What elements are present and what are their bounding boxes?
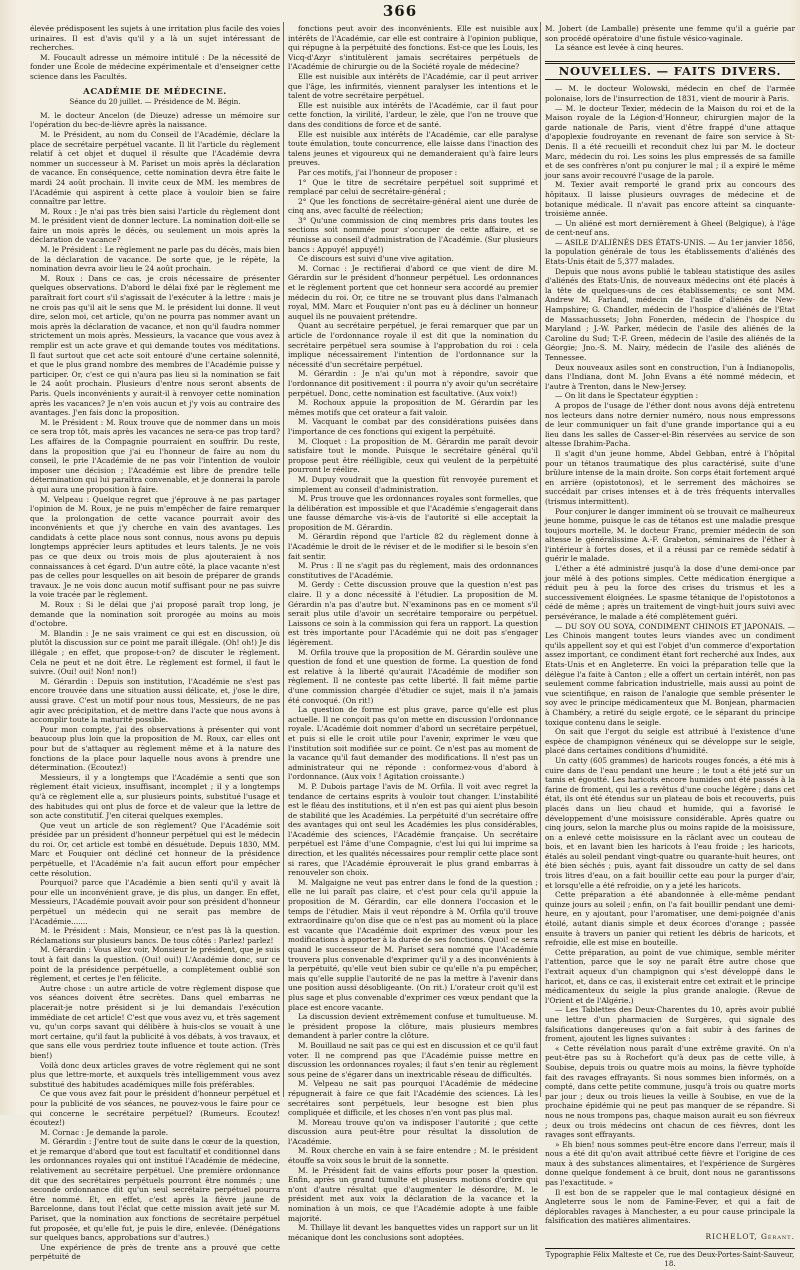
article-paragraph: M. le docteur Ancelon (de Dieuze) adresse un mémoire sur l'opération du bec-de-lièvre après la naissance. xyxy=(30,110,280,130)
article-paragraph: A propos de l'usage de l'éther dont nous avons déjà entretenu nos lecteurs dans notre dernier numéro, nous nous empressons de leur communiquer un fait d'une grande importance qui a eu lieu dans les salles de Casser-el-Bin réservées au service de son altesse Ibrahim-Pacha. xyxy=(545,400,795,449)
article-paragraph: » Eh bien! nous sommes peut-être encore dans l'erreur, mais il nous a été dit qu'on avait attribué cette fièvre et l'origine de ces maux à des substances alimentaires, et l'expérience de Surgères donne quelque fondement à ce bruit, dont nous ne garantissons pas l'exactitude. » xyxy=(545,1139,795,1188)
academy-heading: ACADÉMIE DE MÉDECINE. xyxy=(83,86,227,97)
academy-report-continued xyxy=(288,24,538,1242)
article-paragraph: L'éther a été administré jusqu'à la dose d'une demi-once par jour mêlé à des potions simples. Cette médication énergique a réduit peu à peu la force des crises du trismus et les a successivement éloignées. Le spasme tétanique de l'opistotonos a cédé de même ; après un traitement de vingt-huit jours suivi avec persévérance, le malade a été complètement guéri. xyxy=(545,564,795,622)
article-paragraph: La discussion devient extrêmement confuse et tumultueuse. M. le président propose la clôture, mais plusieurs membres demandent à parler contre la clôture. xyxy=(288,1012,538,1041)
article-paragraph: 3° Qu'une commission de cinq membres pris dans toutes les sections soit nommée pour s'occuper de cette affaire, et se réunisse au conseil d'administration de l'Académie. (Sur plusieurs bancs : Appuyé! appuyé!) xyxy=(288,215,538,254)
article-paragraph: — Les Tablettes des Deux-Charentes du 10, après avoir publié une lettre d'un pharmacien de Surgères, qui signale des falsifications dangereuses qu'on a fait subir à des farines de froment, ajoutent les lignes suivantes : xyxy=(545,1005,795,1044)
article-paragraph: Quant au secrétaire perpétuel, je ferai remarquer que par un article de l'ordonnance royale il est dit que la nomination du secrétaire perpétuel sera soumise à l'approbation du roi : cela implique nécessairement l'intention de l'ordonnance sur la nécessité d'un secrétaire perpétuel. xyxy=(288,321,538,369)
article-paragraph: Elle est nuisible aux intérêts de l'Académie, car il peut arriver que l'âge, les infirmités, viennent paralyser les intentions et le talent de votre secrétaire perpétuel. xyxy=(288,71,538,101)
article-paragraph: Pour mon compte, j'ai des observations à présenter qui vont beaucoup plus loin que la proposition de M. Roux, car elles ont pour but de s'attaquer au règlement même et à la nature des fonctions de la place pour laquelle nous avons à prendre une détermination. (Ecoutez!) xyxy=(30,724,280,773)
article-paragraph: Autre chose : un autre article de votre règlement dispose que vos séances doivent être secrètes. Dans quel embarras ne placerait-je notre président si je lui demandais l'exécution immédiate de cet article! C'est que vous avez vu, et très sagement vu, qu'un corps savant qui délibère à huis-clos se vouait à une mort certaine, qu'il faut la publicité à vos débats, à vos travaux, et que sans elle vous perdriez toute influence et toute action. (Très bien!) xyxy=(30,983,280,1060)
article-paragraph: Pourquoi? parce que l'Académie a bien senti qu'il y avait là pour elle un inconvénient grave, je dis plus, un danger. En effet, Messieurs, l'Académie pouvait avoir pour son président d'honneur perpétuel un médecin qui ne serait pas membre de l'Académie....... xyxy=(30,878,280,926)
article-paragraph: — M. le docteur Wolowski, médecin en chef de l'armée polonaise, lors de l'insurrection de 1831, vient de mourir à Paris. xyxy=(545,84,795,103)
article-paragraph: « Cette révélation nous paraît d'une extrême gravité. On n'a peut-être pas su à Rochefort qu'à deux pas de cette ville, à Soubise, depuis trois ou quatre mois au moins, la fièvre typhoïde fait des ravages effrayants. Si nous sommes bien informés, on a compté, dans cette petite commune, jusqu'à trois ou quatre morts par jour ; deux ou trois lieues la veille à Soubise, en vue de la prochaine épidémie qui ne peut pas manquer de se répandre. Si nous ne nous trompons pas, chaque maison aurait eu son fiévreux ; deux ou trois médecins ont chacun de ces fièvres, dont les ravages sont effrayants. xyxy=(545,1043,795,1140)
article-paragraph: M. Orfila trouve que la proposition de M. Gérardin soulève une question de fond et une question de forme. La question de fond est relative à la liberté qu'aurait l'Académie de modifier son règlement. Il ne conteste pas cette liberté. Il fait même partie d'une commission chargée d'étudier ce sujet, mais il n'a jamais été convoqué. (On rit!) xyxy=(288,647,538,705)
article-paragraph: M. Blandin : Je ne sais vraiment ce qui est en discussion, où plutôt la discussion sur ce point me paraît illégale. (Oh! oh!) Je dis illégale ; en effet, que propose-t-on? de discuter le règlement. Cela ne peut et ne doit être. Le règlement est formel, il faut le suivre. (Oui! oui! Non! non!) xyxy=(30,628,280,677)
article-paragraph: M. Rochoux appuie la proposition de M. Gérardin par les mêmes motifs que cet orateur a fait valoir. xyxy=(288,398,538,417)
article-paragraph: M. Cloquet : La proposition de M. Gérardin me paraît devoir satisfaire tout le monde. Puisque le secrétaire général qu'il propose peut être réélligible, ceux qui veulent de la perpétuité pourront le réélire. xyxy=(288,436,538,475)
article-paragraph: M. Vacquant le combat par des considérations puisées dans l'importance de ces fonctions qui exigent la perpétuité. xyxy=(288,417,538,436)
article-paragraph: Pour conjurer le danger imminent où se trouvait ce malheureux jeune homme, puisque le cas de tétanos est une maladie presque toujours mortelle, M. le docteur Franc, premier médecin de son altesse le généralissime A.-F. Grabeton, séminaires de l'éther à l'intérieur à fortes doses, et il a réussi par ce remède sédatif à guérir le malade. xyxy=(545,506,795,564)
article-paragraph: fonctions peut avoir des inconvénients. Elle est nuisible aux intérêts de l'Académie, car elle est contraire à l'opinion publique, qui répugne à la perpétuité des fonctions. Est-ce que les Louis, les Vicq-d'Azyr s'intitulèrent jamais secrétaires perpétuels de l'Académie de chirurgie ou de la Société royale de médecine? xyxy=(288,24,538,72)
article-paragraph: M. P. Dubois partage l'avis de M. Orfila. Il voit avec regret la tendance de certains esprits à vouloir tout changer. L'instabilité est le fléau des institutions, et il n'en est pas qui aient plus besoin de stabilité que les Académies. La perpétuité d'un secrétaire offre des avantages qui ont seul les Académies les plus considérables, l'Académie des sciences, l'Académie française. Un secrétaire perpétuel est l'âme d'une Compagnie, c'est lui qui lui imprime sa direction, et les qualités nécessaires pour remplir cette place sont si rares, que l'Académie éprouverait le plus grand embarras à renouveler son choix. xyxy=(288,781,538,878)
article-paragraph: Messieurs, il y a longtemps que l'Académie a senti que son règlement était vicieux, insuffisant, incomplet ; il y a longtemps qu'à ce règlement elle a, sur plusieurs points, substitué l'usage et des habitudes qui ont plus de force et de valeur que la lettre de son acte constitutif. J'en citerai quelques exemples. xyxy=(30,772,280,821)
column-left xyxy=(30,24,280,1262)
article-paragraph: M. Gérardin : Vous allez voir, Monsieur le président, que je suis tout à fait dans la question. (Oui! oui!) L'Académie donc, sur ce point de la présidence perpétuelle, a complètement oublié son règlement, et certes je l'en félicite. xyxy=(30,945,280,984)
column-divider xyxy=(283,22,284,1097)
article-paragraph: Un catty (605 grammes) de haricots rouges foncés, a été mis à cuire dans de l'eau pendant une heure ; le tout a été jeté sur un tamis et égoutté. Les haricots encore humides ont été passés à la farine de froment, qui les a revêtus d'une couche légère ; dans cet état, ils ont été étendus sur un plateau de bois et recouverts, puis placés dans un lieu chaud et humide, qui a favorisé le développement d'une moisissure considérable. Après quatre ou cinq jours, selon la marche plus ou moins rapide de la moisissure, on a enlevé cette moisissure en la râclant avec un couteau de bois, et en lavant bien les haricots à l'eau froide ; les haricots, étalés au soleil pendant vingt-quatre ou quarante-huit heures, ont été bien séchés ; puis, ayant fait dissoudre un catty de sel dans trois litres d'eau, on a fait bouillir cette eau pour la purger d'air, et lorsqu'elle a été refroidie, on y a jeté les haricots. xyxy=(545,755,795,890)
article-paragraph: M. Thillaye lit devant les banquettes vides un rapport sur un lit mécanique dont les conclusions sont adoptées. xyxy=(288,1223,538,1242)
news-heading: NOUVELLES. — FAITS DIVERS. xyxy=(545,61,795,81)
article-paragraph: M. Moreau trouve qu'on va indisposer l'autorité ; que cette discussion aura peut-être pour résultat la dissolution de l'Académie. xyxy=(288,1117,538,1146)
article-paragraph: On sait que l'ergot du seigle est attribué à l'existence d'une espèce de champignon vénéneux qui se développe sur le seigle, placé dans certaines conditions d'humidité. xyxy=(545,727,795,756)
article-paragraph: Il est bon de se rappeler que le mal contagieux désigné en Angleterre sous le nom de Famine-Fever, et qui a fait de déplorables ravages à Manchester, a eu pour cause principale la falsification des matières alimentaires. xyxy=(545,1187,795,1226)
article-paragraph: M. Roux : Dans ce cas, je crois nécessaire de présenter quelques observations. D'abord le délai fixé par le règlement me paraîtrait fort court s'il s'agissait de l'exécuter à la lettre : mais je ne crois pas qu'il ait le sens que M. le président lui donne. Il veut dire, selon moi, cet article, qu'on ne pourra pas nommer avant un mois après la déclaration de vacance, et non qu'il faudra nommer strictement un mois après. Messieurs, la vacance que vous avez à remplir est un acte grave et qui demande toutes vos méditations. Il faut surtout que cet acte soit entouré d'une certaine solennité, et que le plus grand nombre des membres de l'Académie puisse y participer. Or, c'est ce qui n'aura pas lieu si la nomination se fait le 24 août prochain. Plusieurs d'entre nous seront absents de Paris. Quels inconvénients y aurait-il à renvoyer cette nomination après les vacances? Je n'en vois aucun et j'y vois au contraire des avantages. J'en fais donc la proposition. xyxy=(30,273,280,418)
article-paragraph: Par ces motifs, j'ai l'honneur de proposer : xyxy=(298,167,458,177)
jobert-paragraph: M. Jobert (de Lamballe) présente une femme qu'il a guérie par son procédé opératoire d'une fistule vésico-vaginale. xyxy=(545,24,795,43)
article-paragraph: M. Malgaigne ne veut pas entrer dans le fond de la question ; elle ne lui paraît pas claire, et c'est pour cela qu'il appuie la proposition de M. Gérardin, car elle donnera l'occasion et le temps de l'étudier. Mais il veut répondre à M. Orfila qu'il trouve extraordinaire qu'on dise que ce n'est pas au moment où la place est vacante que l'Académie doit exprimer des vœux pour les modifications à apporter à la durée de ses fonctions. Quoi! ce sera quand le successeur de M. Pariset sera nommé que l'Académie trouvera plus convenable d'exprimer qu'il y a des inconvénients à la perpétuité, qu'elle veut bien subir ce qu'elle n'a pu empêcher, mais qu'elle supplie l'autorité de ne pas la mettre à l'avenir dans une position aussi désobligeante. (On rit.) L'orateur croit qu'il est plus sage et plus convenable d'exprimer ces vœux pendant que la place est encore vacante. xyxy=(288,877,538,1012)
intro-paragraph: élevée prédisposent les sujets à une irritation plus facile des voies urinaires. Il est d'avis qu'il y a là un sujet intéressant de recherches. xyxy=(30,24,280,53)
article-paragraph: M. Gérardin : J'entre tout de suite dans le cœur de la question, et je remarque d'abord que tout est facultatif et conditionnel dans les ordonnances royales qui ont institué l'Académie de médecine, relativement au secrétaire perpétuel. Une première ordonnance dit que des secrétaires perpétuels pourront être nommés ; une seconde ordonnance dit qu'un seul secrétaire perpétuel pourra être nommé. Et, en effet, c'est après la fièvre jaune de Barcelonne, dans tout l'éclat que cette mission avait jeté sur M. Pariset, que la nomination aux fonctions de secrétaire perpétuel fut proposée, et qu'elle fut, je puis le dire, enlevée. (Dénégations sur quelques bancs, approbations sur d'autres.) xyxy=(30,1137,280,1243)
article-paragraph: M. Roux cherche en vain à se faire entendre ; M. le président étouffe sa voix sous le bruit de la sonnette. xyxy=(288,1146,538,1166)
article-paragraph: Elle est nuisible aux intérêts de l'Académie, car elle paralyse toute émulation, toute concurrence, elle laisse dans l'inaction des talens jeunes et vigoureux qui ne demanderaient qu'à faire leurs preuves. xyxy=(288,129,538,168)
article-paragraph: Que veut un article de son règlement? Que l'Académie soit présidée par un président d'honneur perpétuel qui est le médecin du roi. Or, cet article est tombé en désuétude. Depuis 1830, MM. Marc et Fouquier ont décliné cet honneur de la présidence perpétuelle, et l'Académie n'a fait aucun effort pour empêcher cette résolution. xyxy=(30,820,280,878)
article-paragraph: M. le Président : Le règlement ne parle pas du décès, mais bien de la déclaration de vacance. De sorte que, je le répète, la nomination devra avoir lieu le 24 août prochain. xyxy=(30,245,280,274)
article-paragraph: Cette préparation a été abandonnée à elle-même pendant quinze jours au soleil ; enfin, on l'a fait bouillir pendant une demi-heure, en y ajoutant, pour l'aromatiser, une demi-poignée d'anis étoilé, autant dianis simple et deux écorces d'orange ; passée ensuite à travers un panier qui retient les débris de haricots, et refroidie, elle est mise en bouteille. xyxy=(545,890,795,948)
article-paragraph: M. le Président fait de vains efforts pour poser la question. Enfin, après un grand tumulte et plusieurs motions d'ordre qui n'ont d'autre résultat que d'augmenter le désordre, M. le président met aux voix la déclaration de la vacance et la nomination à un mois, ce que l'Académie adopte à une faible majorité. xyxy=(288,1165,538,1223)
article-paragraph: M. Gerdy : Cette discussion prouve que la question n'est pas claire. Il y a donc nécessité à l'étudier. La proposition de M. Gérardin n'a pas d'autre but. N'examinons pas en ce moment s'il serait plus utile d'avoir un secrétaire temporaire ou perpétuel. Laissons ce soin à la commission qui fera un rapport. La question est très importante pour l'Académie qui ne doit pas s'engager légèrement. xyxy=(288,580,538,647)
article-paragraph: M. Roux : Je n'ai pas très bien saisi l'article du règlement dont M. le président vient de donner lecture. La nomination doit-elle se faire un mois après le décès, ou seulement un mois après la déclaration de vacance? xyxy=(30,206,280,245)
printer-imprint: Typographie Félix Malteste et Ce, rue des Deux-Portes-Saint-Sauveur, 18. xyxy=(545,1248,795,1270)
article-paragraph: Deux nouveaux asiles sont en construction, l'un à Indianopolis, dans l'Indiana, dont M. John Evans a été nommé médecin, et l'autre à Trenton, dans le New-Jersey. xyxy=(545,362,795,391)
foucault-paragraph: M. Foucault adresse un mémoire intitulé : De la nécessité de fonder une École de médecine expérimentale et d'enseigner cette science dans les Facultés. xyxy=(30,52,280,81)
article-paragraph: La question de forme est plus grave, parce qu'elle est plus actuelle. Il ne conçoit pas qu'on mette en discussion l'ordonnance royale. L'Académie doit nommer d'abord un secrétaire perpétuel, et puis si elle le croit utile pour l'avenir, exprimer le vœu que l'institution soit modifiée sur ce point. Ce n'est pas au moment de la vacance qu'il faut demander des modifications. Il n'est pas un administrateur qui ne réponde : conformez-vous d'abord à l'ordonnance. (Aux voix ! Agitation croissante.) xyxy=(288,705,538,782)
article-paragraph: 2° Que les fonctions de secrétaire-général aient une durée de cinq ans, avec faculté de réélection; xyxy=(288,196,538,216)
article-paragraph: M. Velpeau : Quelque regret que j'éprouve à ne pas partager l'opinion de M. Roux, je ne puis m'empêcher de faire remarquer que la prolongation de cette vacance pourrait avoir des inconvénients et que j'y cherche en vain des avantages. Les candidats à cette place nous sont connus, nous avons pu depuis longtemps apprécier leurs aptitudes et leurs talents. Je ne vois pas ce que deux ou trois mois de plus ajouteraient à nos connaissances à cet égard. D'un autre côté, la place vacante n'est pas de celles pour lesquelles on ait besoin de préparer de grands travaux. Je ne vois donc aucun motif suffisant pour ne pas suivre la voie tracée par le règlement. xyxy=(30,494,280,600)
article-paragraph: Elle est nuisible aux intérêts de l'Académie, car il faut pour cette fonction, la virilité, l'ardeur, le zèle, que l'on ne trouve que dans des conditions de force et de santé. xyxy=(288,100,538,129)
article-paragraph: M. le Président : Mais, Monsieur, ce n'est pas là la question. Réclamations sur plusieurs bancs. De tous côtés : Parlez! parlez! xyxy=(30,926,280,945)
article-paragraph: — ASILE D'ALIÉNÉS DES ÉTATS-UNIS. — Au 1er janvier 1856, la population générale de tous les établissements d'aliénés des Etats-Unis était de 5,377 malades. xyxy=(545,237,795,267)
article-paragraph: M. Prus trouve que les ordonnances royales sont formelles, que la délibération est impossible et que l'Académie s'engagerait dans une fausse démarche vis-à-vis de l'autorité si elle acceptait la proposition de M. Gérardin. xyxy=(288,494,538,532)
session-line: Séance du 20 juillet. — Présidence de M. Bégin. xyxy=(69,98,241,107)
article-paragraph: M. Gérardin : Je n'ai qu'un mot à répondre, savoir que l'ordonnance dit positivement : il pourra n'y avoir qu'un secrétaire perpétuel. Donc, cette nomination est facultative. (Aux voix!) xyxy=(288,369,538,398)
column-divider xyxy=(540,22,541,1097)
article-paragraph: Une expérience de près de trente ans a prouvé que cette perpétuité de xyxy=(30,1242,280,1262)
page-number: 366 xyxy=(382,2,418,20)
article-paragraph: M. Prus : Il ne s'agit pas du règlement, mais des ordonnances constitutives de l'Académie. xyxy=(288,561,538,580)
signature: RICHELOT, Gérant. xyxy=(705,1232,795,1242)
article-paragraph: Cette préparation, au point de vue chimique, semble mériter l'attention, parce que le soy ne paraît être autre chose que l'extrait aqueux d'un champignon qui s'est développé dans le haricot, et, dans ce cas, il existerait entre cet extrait et le principe médicamenteux du seigle la plus grande analogie. (Revue de l'Orient et de l'Algérie.) xyxy=(545,947,795,1005)
article-paragraph: M. Dupuy voudrait que la question fût renvoyée purement et simplement au conseil d'administration. xyxy=(288,474,538,494)
article-paragraph: M. Texier avait remporté le grand prix au concours des hôpitaux. Il laisse plusieurs ouvrages de médecine et de botanique médicale. Il n'avait pas encore atteint sa cinquante-troisième année. xyxy=(545,180,795,219)
article-paragraph: — M. le docteur Texier, médecin de la Maison du roi et de la Maison royale de la Légion-d'Honneur, chirurgien major de la garde nationale de Paris, vient d'être frappé d'une attaque d'apoplexie foudroyante en revenant de faire son service à St-Denis. Il a été recueilli et reconduit chez lui par M. le docteur Marc, médecin du roi. Les soins les plus empressés de sa famille et de ses confrères n'ont pu conjurer le mal ; il a expiré le même jour sans avoir recouvré l'usage de la parole. xyxy=(545,103,795,180)
article-paragraph: — On lit dans le Spectateur égyptien : xyxy=(555,391,699,401)
article-paragraph: Il s'agit d'un jeune homme, Abdel Gebban, entré à l'hôpital pour un tétanos traumatique des plus caractérisé, suite d'une brûlure intense de la main droite. Son corps était fortement arqué en arrière (opistotonos), et le serrement des mâchoires se succédait par crises intenses et à de très fréquents intervalles (trismus intermittent). xyxy=(545,448,795,506)
column-right xyxy=(545,24,795,1269)
article-paragraph: Voilà donc deux articles graves de votre règlement qui ne sont plus que lettre-morte, et auxquels très intelligemment vous avez substitué des habitudes académiques mille fois préférables. xyxy=(30,1060,280,1089)
article-paragraph: M. Cornac : Je rectifierai d'abord ce que vient de dire M. Gérardin sur le président d'honneur perpétuel. Les ordonnances et le règlement portent que cet honneur sera accordé au premier médecin du roi. Or, ce titre ne se trouvant plus dans l'almanach royal, MM. Marc et Fouquier n'ont pas eu à décliner un honneur auquel ils ne pouvaient prétendre. xyxy=(288,263,538,321)
article-paragraph: M. Gérardin répond que l'article 82 du règlement donne à l'Académie le droit de le réviser et de le modifier si le besoin s'en fait sentir. xyxy=(288,532,538,561)
article-paragraph: Ce que vous avez fait pour le président d'honneur perpétuel et pour la publicité de vos séances, ne pouvez-vous le faire pour ce qui concerne le secrétaire perpétuel? (Rumeurs. Ecoutez! écoutez!) xyxy=(30,1089,280,1128)
article-paragraph: M. Gérardin : Depuis son institution, l'Académie ne s'est pas encore trouvée dans une situation aussi délicate, et, j'ose le dire, aussi grave. C'est un motif pour nous tous, Messieurs, de ne pas agir avec précipitation, et de mettre dans l'acte que nous avons à accomplir toute la maturité possible. xyxy=(30,676,280,725)
article-paragraph: M. Cornac : Je demande la parole. xyxy=(40,1127,169,1137)
news-items xyxy=(545,84,795,1226)
article-paragraph: M. le Président : M. Roux trouve que de nommer dans un mois ce sera trop tôt, mais après les vacances ne sera-ce pas trop tard? Les affaires de la Compagnie pourraient en souffrir. Du reste, dans la proposition que j'ai eu l'honneur de faire au nom du conseil, le prie l'Académie de ne pas voir l'intention de vouloir imposer une décision ; l'Académie est libre de prendre telle détermination qui lui paraîtra convenable, et je donnerai la parole à qui aura une proposition à faire. xyxy=(30,417,280,494)
article-paragraph: M. le Président, au nom du Conseil de l'Académie, déclare la place de secrétaire perpétuel vacante. Il lit l'article du règlement relatif à cet objet et duquel il résulte que l'Académie devra nommer un successeur à M. Pariset un mois après la déclaration de vacance. En conséquence, cette nomination devra être faite le mardi 24 août prochain. Il invite ceux de MM. les membres de l'Académie qui aspirent à cette place à vouloir bien se faire connaître par lettre. xyxy=(30,129,280,207)
article-paragraph: — DU SOY OU SOYA, CONDIMENT CHINOIS ET JAPONAIS. — Les Chinois mangent toutes leurs viandes avec un condiment qu'ils appellent soy et qui est l'objet d'un commerce d'exportation assez important, ce condiment étant fort recherché aux Indes, aux Etats-Unis et en Angleterre. En voici la préparation telle que la délègue l'a faite à Canton ; elle a offert un certain intérêt, non pas seulement comme fabrication industrielle, mais aussi au point de vue scientifique, en raison de l'analogie que semble présenter le soy avec le principe médicamenteux que M. Bonjean, pharmacien à Chambéry, a retiré du seigle ergoté, ce le séparant du principe toxique contenu dans le seigle. xyxy=(545,621,795,727)
article-paragraph: Depuis que nous avons publié le tableau statistique des asiles d'aliénés des Etats-Unis, de nouveaux médecins ont été placés à la tête de quelques-uns de ces établissements; ce sont MM. Andrew M. Farland, médecin de l'asile d'aliénés de New-Hampshire; G. Chandler, médecin de l'hospice d'aliénés de l'Etat de Massachussets; John Fonerden, médecin de l'hospice du Maryland ; J.-W. Parker, médecin de l'asile des aliénés de la Caroline du Sud; T.-F. Green, médecin de l'asile des aliénés de la Géorgie; Jno.-S. M. Nairy, médecin de l'asile des aliénés de Tennessee. xyxy=(545,266,795,362)
article-paragraph: M. Bouillaud ne sait pas ce qui est en discussion et ce qu'il faut voter. Il ne comprend pas que l'Académie puisse mettre en discussion les ordonnances royales; il faut s'en tenir au règlement sous peine de s'égarer dans un inextricable réseau de difficultés. xyxy=(288,1040,538,1079)
article-paragraph: — Un aliéné est mort dernièrement à Gheel (Belgique), à l'âge de cent-neuf ans. xyxy=(545,218,795,238)
article-paragraph: M. Roux : Si le délai que j'ai proposé paraît trop long, je demande que la nomination soit prorogée au moins au mois d'octobre. xyxy=(30,600,280,629)
column-middle xyxy=(288,24,538,1242)
article-paragraph: 1° Que le titre de secrétaire perpétuel soit supprimé et remplacé par celui de secrétaire-général ; xyxy=(288,177,538,197)
academy-report xyxy=(30,111,280,1262)
session-close: La séance est levée à cinq heures. xyxy=(555,43,684,53)
article-paragraph: Ce discours est suivi d'une vive agitation. xyxy=(298,254,454,264)
article-paragraph: M. Velpeau ne sait pas pourquoi l'Académie de médecine répugnerait à faire ce que fait l'Académie des sciences. Là les secrétaires sont perpétuels, leur besogne est bien plus compliquée et difficile, et les choses n'en vont pas plus mal. xyxy=(288,1079,538,1118)
